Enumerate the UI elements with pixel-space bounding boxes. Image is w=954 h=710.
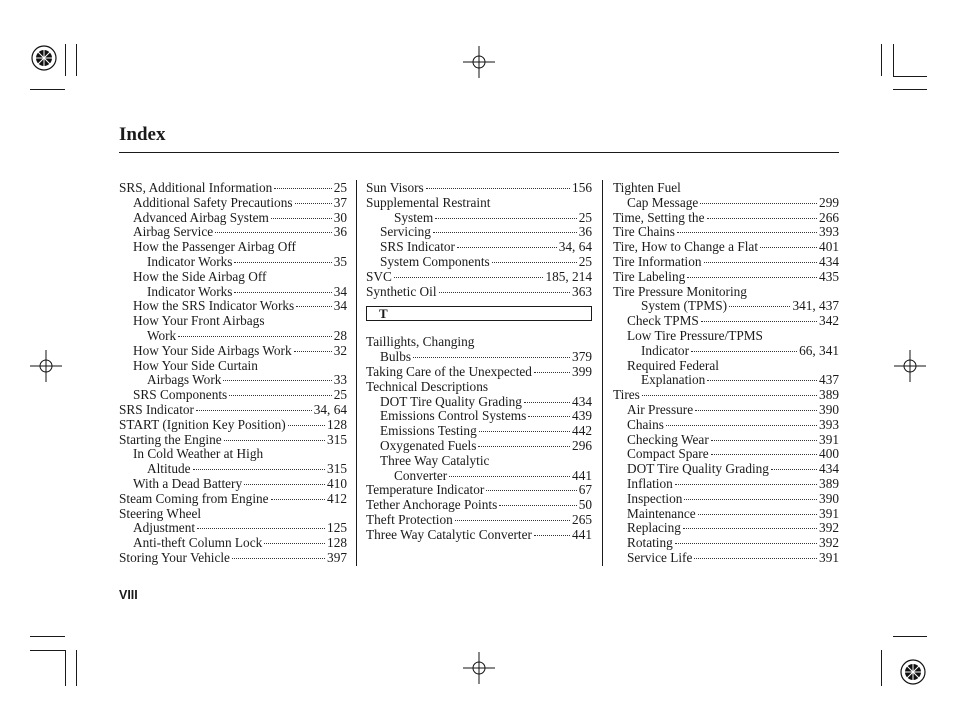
index-entry bbox=[613, 255, 839, 270]
dot-leader bbox=[435, 218, 577, 219]
index-entry bbox=[119, 255, 347, 270]
s-entries-list bbox=[366, 181, 592, 299]
dot-leader bbox=[178, 336, 331, 337]
crosshair-icon bbox=[463, 652, 495, 684]
index-entry bbox=[613, 492, 839, 507]
dot-leader bbox=[675, 543, 817, 544]
index-entry-text: Supplemental Restraint bbox=[366, 194, 491, 210]
index-entry bbox=[119, 211, 347, 226]
dot-leader bbox=[694, 558, 817, 559]
index-entry-text: How the Side Airbag Off bbox=[133, 268, 267, 284]
index-entry-page: 390 bbox=[819, 401, 839, 417]
registration-target-icon bbox=[899, 658, 927, 686]
index-entry-text: Required Federal bbox=[627, 357, 719, 373]
index-entry bbox=[366, 285, 592, 300]
index-entry bbox=[613, 551, 839, 566]
index-entry bbox=[366, 255, 592, 270]
index-entry bbox=[613, 373, 839, 388]
index-entry-text: Inflation bbox=[627, 475, 673, 491]
index-entry bbox=[613, 433, 839, 448]
index-entry bbox=[366, 196, 592, 211]
index-entry-page: 342 bbox=[819, 313, 839, 329]
index-entry-page: 363 bbox=[572, 283, 592, 299]
index-entry bbox=[119, 403, 347, 418]
index-entry-page: 50 bbox=[578, 497, 592, 513]
index-entry bbox=[613, 240, 839, 255]
dot-leader bbox=[534, 372, 570, 373]
index-entry-page: 66, 341 bbox=[799, 342, 839, 358]
dot-leader bbox=[642, 395, 817, 396]
dot-leader bbox=[449, 476, 570, 477]
index-entry-text: START (Ignition Key Position) bbox=[119, 416, 286, 432]
index-entry-page: 434 bbox=[819, 253, 839, 269]
index-entry bbox=[119, 418, 347, 433]
dot-leader bbox=[704, 262, 818, 263]
index-entry-text: Indicator Works bbox=[147, 283, 233, 299]
index-entry-page: 37 bbox=[333, 194, 347, 210]
index-entry-text: SRS Components bbox=[133, 387, 228, 403]
index-entry bbox=[119, 433, 347, 448]
index-entry-page: 156 bbox=[572, 180, 592, 195]
index-entry-text: How Your Side Curtain bbox=[133, 357, 258, 373]
dot-leader bbox=[215, 232, 332, 233]
dot-leader bbox=[274, 188, 331, 189]
index-entry-page: 266 bbox=[819, 209, 839, 225]
dot-leader bbox=[707, 218, 818, 219]
index-entry-text: Taking Care of the Unexpected bbox=[366, 363, 532, 379]
index-entry-page: 434 bbox=[819, 461, 839, 477]
index-entry bbox=[613, 462, 839, 477]
index-entry-page: 315 bbox=[327, 431, 347, 447]
index-entry-page: 32 bbox=[333, 342, 347, 358]
index-entry bbox=[613, 270, 839, 285]
index-entry bbox=[119, 359, 347, 374]
index-entry bbox=[613, 507, 839, 522]
index-entry-page: 410 bbox=[327, 475, 347, 491]
index-entry bbox=[366, 181, 592, 196]
index-entry bbox=[613, 329, 839, 344]
dot-leader bbox=[499, 505, 576, 506]
page-number: VIII bbox=[119, 588, 138, 602]
index-entry-text: How the SRS Indicator Works bbox=[133, 298, 295, 314]
index-entry-text: Cap Message bbox=[627, 194, 699, 210]
dot-leader bbox=[234, 262, 331, 263]
index-entry bbox=[119, 196, 347, 211]
index-entry-text: Converter bbox=[394, 467, 448, 483]
index-entry bbox=[613, 521, 839, 536]
index-entry bbox=[366, 483, 592, 498]
index-entry-page: 35 bbox=[333, 253, 347, 269]
index-entry-text: Airbags Work bbox=[147, 372, 222, 388]
index-entry-page: 391 bbox=[819, 431, 839, 447]
index-entry-text: Emissions Control Systems bbox=[380, 408, 527, 424]
index-entry-text: How the Passenger Airbag Off bbox=[133, 239, 296, 255]
dot-leader bbox=[232, 558, 325, 559]
index-entry-page: 36 bbox=[333, 224, 347, 240]
index-entry bbox=[119, 181, 347, 196]
index-entry-text: Maintenance bbox=[627, 505, 696, 521]
index-entry-page: 434 bbox=[572, 393, 592, 409]
index-entry bbox=[366, 380, 592, 395]
dot-leader bbox=[675, 484, 817, 485]
dot-leader bbox=[433, 232, 577, 233]
crosshair-icon bbox=[894, 350, 926, 382]
index-entry-page: 397 bbox=[327, 549, 347, 565]
dot-leader bbox=[771, 469, 817, 470]
index-entry bbox=[366, 498, 592, 513]
dot-leader bbox=[394, 277, 544, 278]
index-entry-text: DOT Tire Quality Grading bbox=[627, 461, 769, 477]
index-entry-page: 30 bbox=[333, 209, 347, 225]
index-entry bbox=[119, 462, 347, 477]
index-entry-text: Tires bbox=[613, 387, 640, 403]
crop-mark bbox=[893, 76, 927, 77]
index-entry-page: 437 bbox=[819, 372, 839, 388]
index-entry-text: With a Dead Battery bbox=[133, 475, 243, 491]
index-column-1 bbox=[119, 181, 347, 566]
index-entry-text: Synthetic Oil bbox=[366, 283, 437, 299]
registration-target-icon bbox=[30, 44, 58, 72]
index-entry-page: 185, 214 bbox=[545, 268, 592, 284]
index-entry-text: Chains bbox=[627, 416, 664, 432]
index-entry bbox=[119, 507, 347, 522]
crop-mark bbox=[893, 44, 894, 76]
dot-leader bbox=[264, 543, 325, 544]
section-letter-header: T bbox=[366, 306, 592, 321]
dot-leader bbox=[729, 306, 790, 307]
index-entry bbox=[613, 285, 839, 300]
index-entry-text: System Components bbox=[380, 253, 490, 269]
index-entry bbox=[613, 299, 839, 314]
index-entry-page: 128 bbox=[327, 416, 347, 432]
index-entry-text: Indicator Works bbox=[147, 253, 233, 269]
dot-leader bbox=[479, 431, 570, 432]
index-entry-text: Low Tire Pressure/TPMS bbox=[627, 327, 763, 343]
index-entry bbox=[366, 225, 592, 240]
crop-mark bbox=[881, 650, 882, 686]
index-entry-page: 389 bbox=[819, 387, 839, 403]
index-entry bbox=[366, 439, 592, 454]
crop-mark bbox=[30, 636, 65, 637]
index-entry bbox=[366, 211, 592, 226]
index-entry-page: 389 bbox=[819, 475, 839, 491]
index-entry bbox=[366, 335, 592, 350]
dot-leader bbox=[684, 499, 817, 500]
index-entry-page: 128 bbox=[327, 535, 347, 551]
index-entry-page: 441 bbox=[572, 526, 592, 542]
dot-leader bbox=[695, 410, 817, 411]
index-entry bbox=[119, 492, 347, 507]
index-entry bbox=[119, 551, 347, 566]
dot-leader bbox=[229, 395, 331, 396]
index-entry-page: 441 bbox=[572, 467, 592, 483]
index-entry bbox=[613, 536, 839, 551]
index-entry bbox=[119, 447, 347, 462]
dot-leader bbox=[700, 203, 817, 204]
index-entry-text: How Your Front Airbags bbox=[133, 313, 265, 329]
index-entry bbox=[613, 477, 839, 492]
dot-leader bbox=[524, 402, 570, 403]
column-divider bbox=[356, 180, 357, 566]
index-entry bbox=[366, 469, 592, 484]
index-entry bbox=[366, 270, 592, 285]
index-entry-page: 33 bbox=[333, 372, 347, 388]
index-entry-text: Time, Setting the bbox=[613, 209, 705, 225]
dot-leader bbox=[196, 410, 312, 411]
crop-mark bbox=[881, 44, 882, 76]
index-entry-text: Air Pressure bbox=[627, 401, 694, 417]
index-entry-text: System bbox=[394, 209, 434, 225]
index-entry-text: Service Life bbox=[627, 549, 693, 565]
index-entry-text: Tire Pressure Monitoring bbox=[613, 283, 747, 299]
index-entry-page: 67 bbox=[578, 482, 592, 498]
index-entry-text: Replacing bbox=[627, 520, 681, 536]
index-entry-text: Emissions Testing bbox=[380, 423, 477, 439]
crop-mark bbox=[893, 89, 927, 90]
dot-leader bbox=[193, 469, 325, 470]
index-entry-page: 390 bbox=[819, 490, 839, 506]
index-entry-page: 442 bbox=[572, 423, 592, 439]
index-entry bbox=[119, 225, 347, 240]
dot-leader bbox=[224, 440, 325, 441]
index-entry-page: 25 bbox=[333, 387, 347, 403]
index-entry bbox=[119, 314, 347, 329]
dot-leader bbox=[197, 528, 325, 529]
dot-leader bbox=[711, 440, 817, 441]
index-entry-page: 401 bbox=[819, 239, 839, 255]
index-entry bbox=[119, 373, 347, 388]
index-entry-page: 296 bbox=[572, 437, 592, 453]
index-entry bbox=[613, 418, 839, 433]
dot-leader bbox=[711, 454, 817, 455]
index-entry-text: SRS Indicator bbox=[119, 401, 194, 417]
dot-leader bbox=[677, 232, 817, 233]
dot-leader bbox=[701, 321, 817, 322]
index-entry-text: Three Way Catalytic Converter bbox=[366, 526, 532, 542]
dot-leader bbox=[760, 247, 817, 248]
index-entry-text: SVC bbox=[366, 268, 392, 284]
index-entry-text: Tether Anchorage Points bbox=[366, 497, 498, 513]
index-entry-page: 391 bbox=[819, 549, 839, 565]
index-entry bbox=[613, 181, 839, 196]
dot-leader bbox=[478, 446, 570, 447]
index-entry-page: 412 bbox=[327, 490, 347, 506]
crop-mark bbox=[65, 44, 66, 76]
index-entry bbox=[613, 225, 839, 240]
dot-leader bbox=[426, 188, 570, 189]
index-entry bbox=[119, 299, 347, 314]
index-entry-text: Steam Coming from Engine bbox=[119, 490, 269, 506]
dot-leader bbox=[698, 514, 817, 515]
dot-leader bbox=[666, 425, 817, 426]
crop-mark bbox=[76, 650, 77, 686]
dot-leader bbox=[296, 306, 332, 307]
index-entry-page: 379 bbox=[572, 349, 592, 365]
index-entry bbox=[119, 329, 347, 344]
index-entry-page: 393 bbox=[819, 416, 839, 432]
index-entry-text: Indicator bbox=[641, 342, 689, 358]
crop-mark bbox=[76, 44, 77, 76]
index-entry-text: Tighten Fuel bbox=[613, 180, 681, 195]
dot-leader bbox=[691, 351, 797, 352]
index-entry bbox=[119, 388, 347, 403]
index-entry-text: Tire Information bbox=[613, 253, 702, 269]
index-entry-page: 265 bbox=[572, 511, 592, 527]
index-entry-text: Tire Chains bbox=[613, 224, 675, 240]
index-entry-text: Taillights, Changing bbox=[366, 334, 475, 350]
index-entry-text: Check TPMS bbox=[627, 313, 699, 329]
crop-mark bbox=[893, 636, 927, 637]
index-entry-text: Theft Protection bbox=[366, 511, 453, 527]
index-entry-text: Steering Wheel bbox=[119, 505, 202, 521]
index-entry bbox=[366, 395, 592, 410]
index-entry-text: Temperature Indicator bbox=[366, 482, 485, 498]
index-entry-text: Altitude bbox=[147, 461, 191, 477]
index-entry bbox=[613, 196, 839, 211]
index-entry-page: 392 bbox=[819, 535, 839, 551]
index-entry bbox=[119, 536, 347, 551]
index-entry bbox=[119, 240, 347, 255]
index-entry-text: Starting the Engine bbox=[119, 431, 222, 447]
crop-mark bbox=[30, 89, 65, 90]
dot-leader bbox=[528, 416, 570, 417]
index-entry-page: 341, 437 bbox=[792, 298, 839, 314]
dot-leader bbox=[223, 380, 331, 381]
index-entry bbox=[366, 409, 592, 424]
dot-leader bbox=[244, 484, 325, 485]
index-entry-text: Work bbox=[147, 327, 177, 343]
index-entry-page: 34 bbox=[333, 298, 347, 314]
index-entry-page: 34 bbox=[333, 283, 347, 299]
index-entry bbox=[613, 344, 839, 359]
dot-leader bbox=[457, 247, 557, 248]
index-entry-text: Advanced Airbag System bbox=[133, 209, 269, 225]
index-entry bbox=[119, 344, 347, 359]
index-entry-text: Tire Labeling bbox=[613, 268, 686, 284]
index-entry-page: 439 bbox=[572, 408, 592, 424]
dot-leader bbox=[271, 499, 325, 500]
index-column-3 bbox=[613, 181, 839, 566]
crop-mark bbox=[65, 650, 66, 686]
index-entry-text: Compact Spare bbox=[627, 446, 709, 462]
index-entry-page: 399 bbox=[572, 363, 592, 379]
index-entry bbox=[613, 403, 839, 418]
dot-leader bbox=[687, 277, 817, 278]
index-entry-page: 391 bbox=[819, 505, 839, 521]
index-entry-page: 28 bbox=[333, 327, 347, 343]
index-entry bbox=[613, 447, 839, 462]
index-entry-page: 125 bbox=[327, 520, 347, 536]
index-entry bbox=[613, 359, 839, 374]
index-entry-text: In Cold Weather at High bbox=[133, 446, 264, 462]
index-entry-text: Adjustment bbox=[133, 520, 196, 536]
column-divider bbox=[602, 180, 603, 566]
dot-leader bbox=[413, 357, 570, 358]
index-entry-page: 392 bbox=[819, 520, 839, 536]
crop-mark bbox=[30, 650, 65, 651]
crosshair-icon bbox=[30, 350, 62, 382]
dot-leader bbox=[295, 203, 332, 204]
dot-leader bbox=[683, 528, 817, 529]
index-entry-text: Oxygenated Fuels bbox=[380, 437, 477, 453]
dot-leader bbox=[271, 218, 332, 219]
index-entry-text: Inspection bbox=[627, 490, 683, 506]
dot-leader bbox=[455, 520, 570, 521]
index-entry-page: 400 bbox=[819, 446, 839, 462]
index-entry-page: 315 bbox=[327, 461, 347, 477]
index-entry-page: 34, 64 bbox=[558, 239, 592, 255]
index-entry-page: 393 bbox=[819, 224, 839, 240]
index-entry-text: Checking Wear bbox=[627, 431, 709, 447]
dot-leader bbox=[234, 292, 331, 293]
index-entry bbox=[613, 211, 839, 226]
index-entry-text: Sun Visors bbox=[366, 180, 424, 195]
crosshair-icon bbox=[463, 46, 495, 78]
index-entry-text: Explanation bbox=[641, 372, 706, 388]
title-divider bbox=[119, 152, 839, 153]
index-entry-text: How Your Side Airbags Work bbox=[133, 342, 292, 358]
index-entry-text: Anti-theft Column Lock bbox=[133, 535, 263, 551]
index-entry bbox=[119, 477, 347, 492]
index-entry bbox=[119, 270, 347, 285]
index-entry-text: Rotating bbox=[627, 535, 673, 551]
index-entry-text: Airbag Service bbox=[133, 224, 214, 240]
index-entry-page: 34, 64 bbox=[313, 401, 347, 417]
index-entry bbox=[119, 285, 347, 300]
dot-leader bbox=[439, 292, 571, 293]
index-column-2 bbox=[366, 181, 592, 543]
index-entry bbox=[366, 513, 592, 528]
dot-leader bbox=[492, 262, 577, 263]
index-entry-text: Servicing bbox=[380, 224, 431, 240]
index-entry bbox=[366, 350, 592, 365]
index-entry-text: Additional Safety Precautions bbox=[133, 194, 293, 210]
index-entry-page: 25 bbox=[333, 180, 347, 195]
t-entries-list bbox=[366, 335, 592, 542]
index-entry bbox=[613, 388, 839, 403]
index-entry-text: Storing Your Vehicle bbox=[119, 549, 230, 565]
dot-leader bbox=[486, 490, 576, 491]
index-entry-page: 299 bbox=[819, 194, 839, 210]
index-entry-text: Tire, How to Change a Flat bbox=[613, 239, 759, 255]
index-entry-text: DOT Tire Quality Grading bbox=[380, 393, 522, 409]
dot-leader bbox=[534, 535, 570, 536]
index-entry-text: Bulbs bbox=[380, 349, 412, 365]
index-entry-page: 25 bbox=[578, 253, 592, 269]
index-entry bbox=[366, 240, 592, 255]
index-entry-text: SRS Indicator bbox=[380, 239, 455, 255]
index-entry-text: System (TPMS) bbox=[641, 298, 728, 314]
index-entry-text: Technical Descriptions bbox=[366, 378, 489, 394]
index-entry bbox=[613, 314, 839, 329]
index-entry-page: 25 bbox=[578, 209, 592, 225]
page-title: Index bbox=[119, 124, 166, 145]
index-entry bbox=[119, 521, 347, 536]
index-entry-text: Three Way Catalytic bbox=[380, 452, 490, 468]
index-entry bbox=[366, 365, 592, 380]
index-entry-page: 36 bbox=[578, 224, 592, 240]
index-entry bbox=[366, 528, 592, 543]
dot-leader bbox=[707, 380, 817, 381]
index-entry bbox=[366, 454, 592, 469]
dot-leader bbox=[288, 425, 325, 426]
index-entry-page: 435 bbox=[819, 268, 839, 284]
index-entry bbox=[366, 424, 592, 439]
index-entry-text: SRS, Additional Information bbox=[119, 180, 273, 195]
dot-leader bbox=[294, 351, 332, 352]
